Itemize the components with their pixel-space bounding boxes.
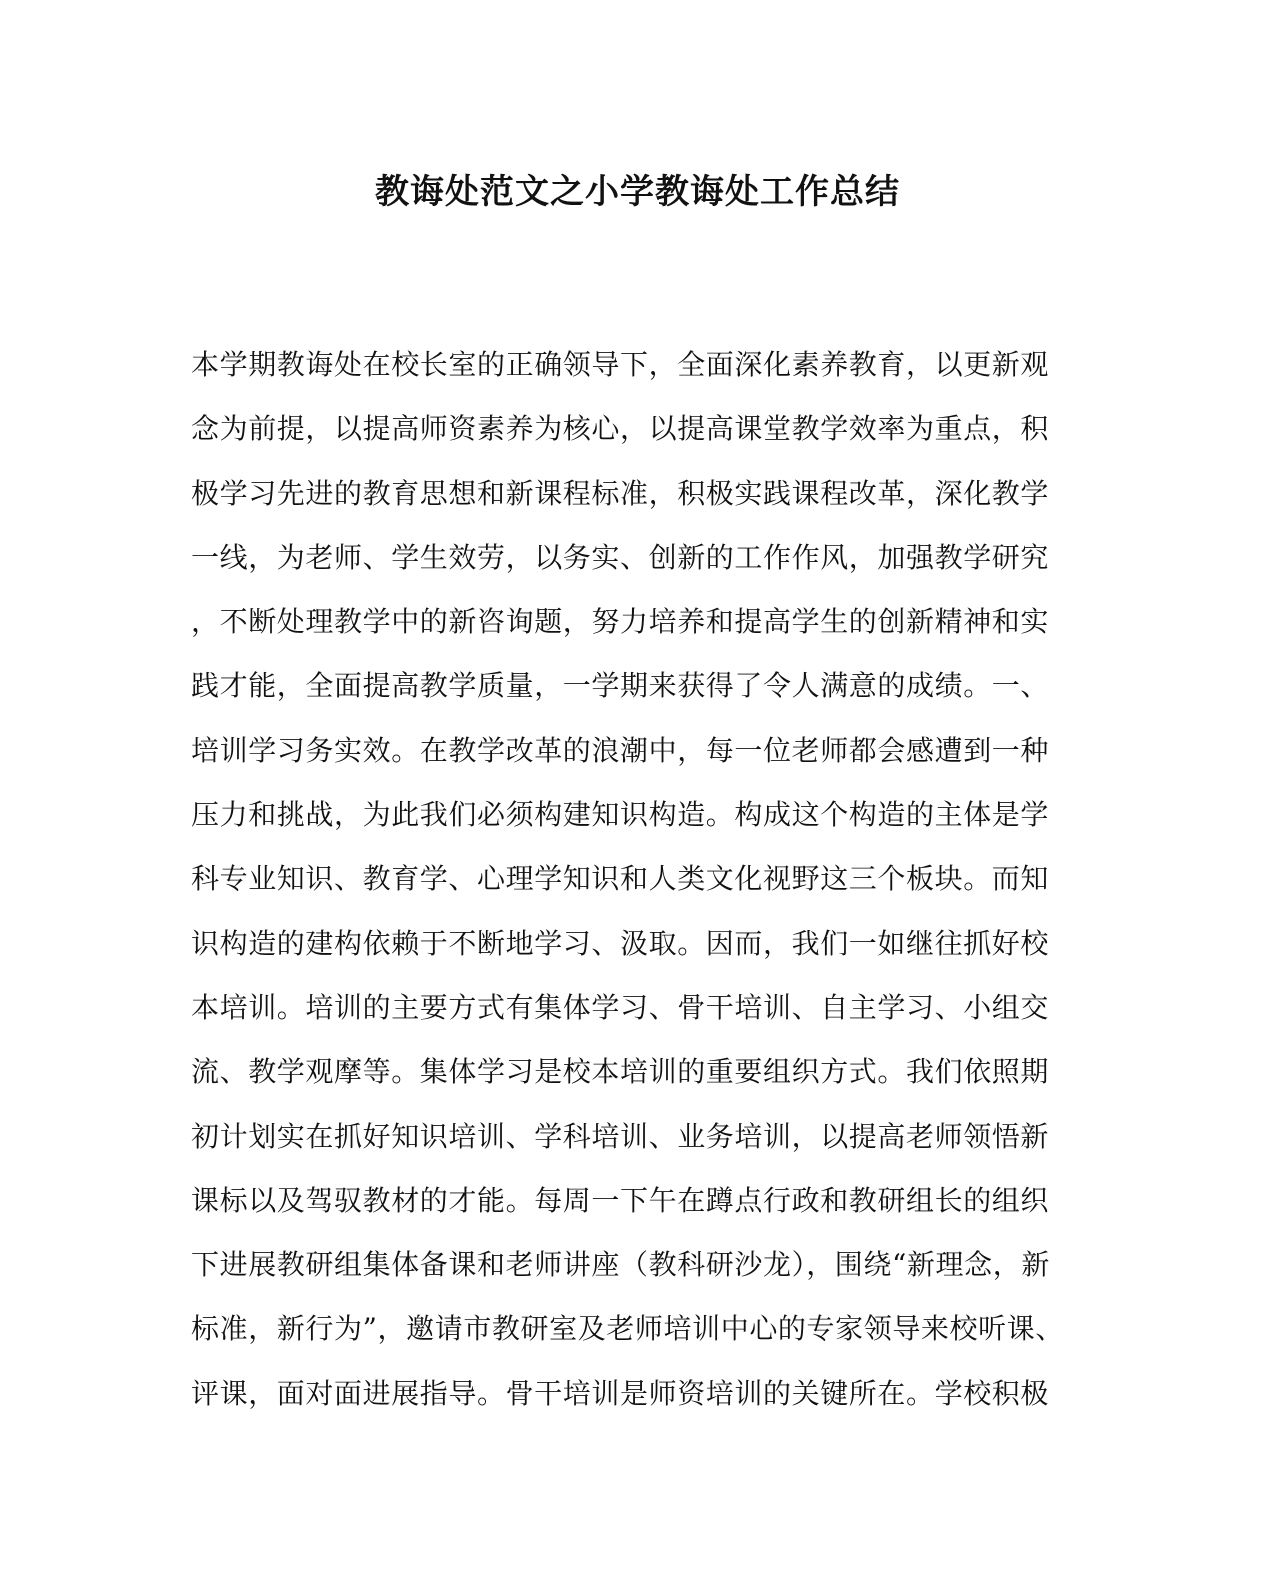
- body-line: 课标以及驾驭教材的才能。每周一下午在蹲点行政和教研组长的组织: [191, 1183, 1050, 1217]
- body-line: 流、教学观摩等。集体学习是校本培训的重要组织方式。我们依照期: [191, 1055, 1050, 1089]
- document-title: 教诲处范文之小学教诲处工作总结: [375, 172, 900, 212]
- body-line: 初计划实在抓好知识培训、学科培训、业务培训，以提高老师领悟新: [191, 1119, 1050, 1153]
- body-line: ，不断处理教学中的新咨询题，努力培养和提高学生的创新精神和实: [191, 605, 1050, 639]
- document-body: [191, 340, 1071, 1433]
- body-line: 一线，为老师、学生效劳，以务实、创新的工作作风，加强教学研究: [191, 540, 1050, 574]
- body-line: 科专业知识、教育学、心理学知识和人类文化视野这三个板块。而知: [191, 862, 1050, 896]
- body-line: 念为前提，以提高师资素养为核心，以提高课堂教学效率为重点，积: [191, 412, 1050, 446]
- body-line: 下进展教研组集体备课和老师讲座（教科研沙龙），围绕“新理念，新: [191, 1248, 1050, 1282]
- body-line: 本培训。培训的主要方式有集体学习、骨干培训、自主学习、小组交: [191, 990, 1050, 1024]
- body-line: 识构造的建构依赖于不断地学习、汲取。因而，我们一如继往抓好校: [191, 926, 1050, 960]
- body-line: 压力和挑战，为此我们必须构建知识构造。构成这个构造的主体是学: [191, 798, 1050, 832]
- body-line: 极学习先进的教育思想和新课程标准，积极实践课程改革，深化教学: [191, 476, 1050, 510]
- body-line: 培训学习务实效。在教学改革的浪潮中，每一位老师都会感遭到一种: [191, 733, 1050, 767]
- body-line: 践才能，全面提高教学质量，一学期来获得了令人满意的成绩。一、: [191, 669, 1050, 703]
- body-line: 评课，面对面进展指导。骨干培训是师资培训的关键所在。学校积极: [191, 1376, 1050, 1410]
- body-line: 标准，新行为”，邀请市教研室及老师培训中心的专家领导来校听课、: [191, 1312, 1064, 1346]
- body-line: 本学期教诲处在校长室的正确领导下，全面深化素养教育，以更新观: [191, 348, 1050, 381]
